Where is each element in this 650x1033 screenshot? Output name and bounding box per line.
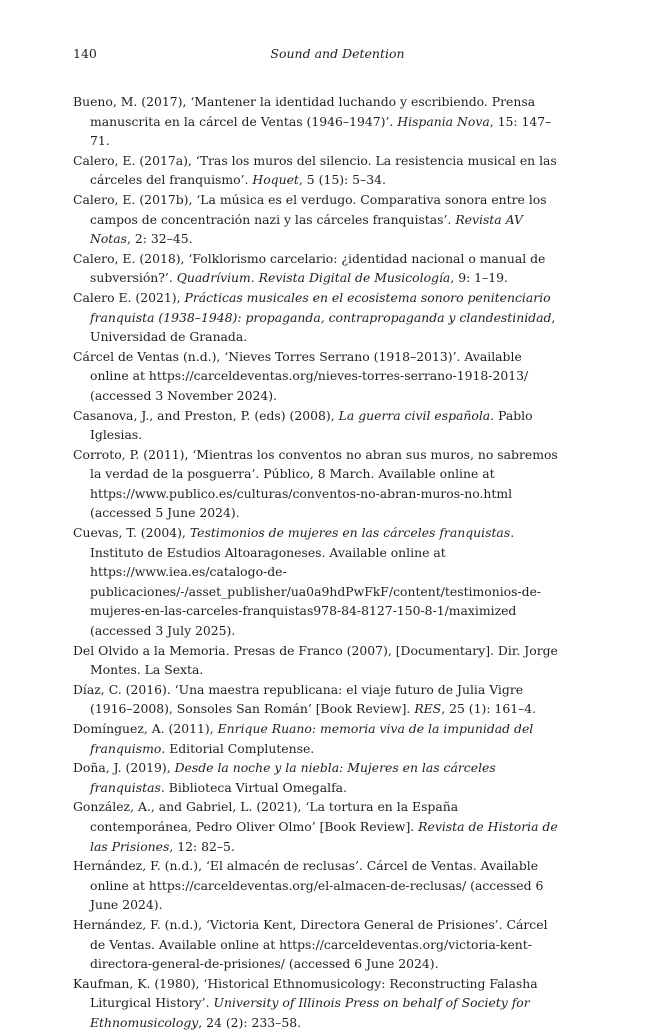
reference-entry: [73, 856, 562, 915]
reference-title-italic: Hispania Nova: [397, 113, 490, 129]
reference-title-italic: Hoquet: [252, 172, 299, 188]
reference-text-end: , 25 (1): 161–4.: [441, 701, 537, 717]
reference-title-italic: Quadrívium. Revista Digital de Musicología: [176, 270, 451, 286]
reference-entry: [73, 719, 562, 758]
reference-text: Calero, E. (2017a), ‘Tras los muros del silencio. La resistencia musical en las cárceles del franquismo’.: [73, 152, 557, 188]
reference-entry: [73, 641, 562, 680]
reference-text: Calero E. (2021),: [73, 289, 185, 305]
reference-entry: [73, 406, 562, 445]
reference-text: Domínguez, A. (2011),: [73, 721, 218, 736]
reference-entry: [73, 288, 562, 347]
reference-text: Cárcel de Ventas (n.d.), ‘Nieves Torres Serrano (1918–2013)’. Available online at https://carceldeventas.org/nieves-torres-serrano-1918-2013/ (accessed 3 November 2024).: [73, 348, 529, 403]
reference-entry: [73, 151, 562, 190]
reference-text: Casanova, J., and Preston, P. (eds) (2008),: [73, 407, 339, 423]
reference-list: [73, 92, 562, 1033]
reference-text-end: . Editorial Complutense.: [161, 740, 315, 756]
reference-title-italic: Revista de Historia de las Prisiones: [90, 818, 558, 854]
reference-entry: [73, 347, 562, 406]
reference-text-end: . Instituto de Estudios Altoaragoneses. Available online at https://www.iea.es/catalogo-de-publicaciones/-/asset_publisher/ua0a9hdPwFkF/content/testimonios-de-mujeres-en-las-carceles-franquistas978-84-8127-150-8-1/maximized (accessed 3 July 2025).: [90, 525, 542, 639]
reference-text: Calero, E. (2017b), ‘La música es el verdugo. Comparativa sonora entre los campos de concentración nazi y las cárceles franquistas’.: [73, 191, 547, 227]
reference-text-end: , 2: 32–45.: [127, 231, 193, 247]
reference-entry: [73, 92, 562, 151]
reference-entry: [73, 523, 562, 641]
reference-text-end: , 9: 1–19.: [450, 270, 508, 286]
reference-text-end: , 5 (15): 5–34.: [298, 172, 386, 188]
reference-text: Cuevas, T. (2004),: [73, 525, 190, 541]
reference-text-end: , 12: 82–5.: [169, 838, 235, 854]
reference-text: Calero, E. (2018), ‘Folklorismo carcelario: ¿identidad nacional o manual de subversión?’.: [73, 250, 546, 286]
reference-title-italic: Prácticas musicales en el ecosistema sonoro penitenciario franquista (1938–1948): propaganda, contrapropaganda y clandestinidad: [90, 289, 552, 325]
reference-text: Hernández, F. (n.d.), ‘El almacén de reclusas’. Cárcel de Ventas. Available online at https://carceldeventas.org/el-almacen-de-reclusas/ (accessed 6 June 2024).: [73, 858, 544, 913]
running-title: Sound and Detention: [270, 46, 405, 61]
reference-entry: [73, 190, 562, 249]
reference-entry: [73, 974, 562, 1033]
reference-title-italic: Revista AV Notas: [90, 211, 523, 247]
reference-title-italic: La guerra civil española: [338, 407, 491, 423]
reference-title-italic: Enrique Ruano: memoria viva de la impunidad del franquismo: [90, 721, 534, 756]
reference-entry: [73, 249, 562, 288]
reference-text-end: , 24 (2): 233–58.: [198, 1014, 302, 1030]
reference-entry: [73, 445, 562, 523]
reference-text-end: , Universidad de Granada.: [90, 309, 556, 345]
reference-entry: [73, 680, 562, 719]
reference-text-end: , 15: 147–71.: [90, 113, 552, 149]
reference-text: Doña, J. (2019),: [73, 760, 175, 776]
reference-text: Díaz, C. (2016). ‘Una maestra republicana: el viaje futuro de Julia Vigre (1916–2008), Sonsoles San Román’ [Book Review].: [73, 681, 524, 717]
reference-entry: [73, 758, 562, 797]
reference-text-end: . Biblioteca Virtual Omegalfa.: [160, 779, 347, 795]
page-header: [73, 46, 562, 66]
reference-text: Corroto, P. (2011), ‘Mientras los conventos no abran sus muros, no sabremos la verdad de la posguerra’. Público, 8 March. Available online at https://www.publico.es/culturas/conventos-no-abran-muros-no.html (accessed 5 June 2024).: [73, 446, 558, 521]
reference-text: González, A., and Gabriel, L. (2021), ‘La tortura en la España contemporánea, Pedro Oliver Olmo’ [Book Review].: [73, 799, 459, 834]
reference-entry: [73, 797, 562, 856]
reference-title-italic: Desde la noche y la niebla: Mujeres en las cárceles franquistas: [90, 760, 496, 795]
reference-text-end: . Pablo Iglesias.: [90, 407, 533, 443]
reference-text: Bueno, M. (2017), ‘Mantener la identidad luchando y escribiendo. Prensa manuscrita en la cárcel de Ventas (1946–1947)’.: [73, 94, 536, 129]
reference-title-italic: University of Illinois Press on behalf of Society for Ethnomusicology: [90, 995, 530, 1030]
reference-text: Kaufman, K. (1980), ‘Historical Ethnomusicology: Reconstructing Falasha Liturgical History’.: [73, 975, 538, 1011]
page-number: 140: [73, 46, 97, 61]
reference-entry: [73, 915, 562, 974]
reference-title-italic: Testimonios de mujeres en las cárceles franquistas: [189, 525, 511, 541]
reference-title-italic: RES: [414, 701, 442, 717]
reference-text: Del Olvido a la Memoria. Presas de Franco (2007), [Documentary]. Dir. Jorge Montes. La Sexta.: [73, 642, 558, 678]
reference-text: Hernández, F. (n.d.), ‘Victoria Kent, Directora General de Prisiones’. Cárcel de Ventas. Available online at https://carceldeventas.org/victoria-kent-directora-general-de-prisiones/ (accessed 6 June 2024).: [73, 916, 548, 972]
